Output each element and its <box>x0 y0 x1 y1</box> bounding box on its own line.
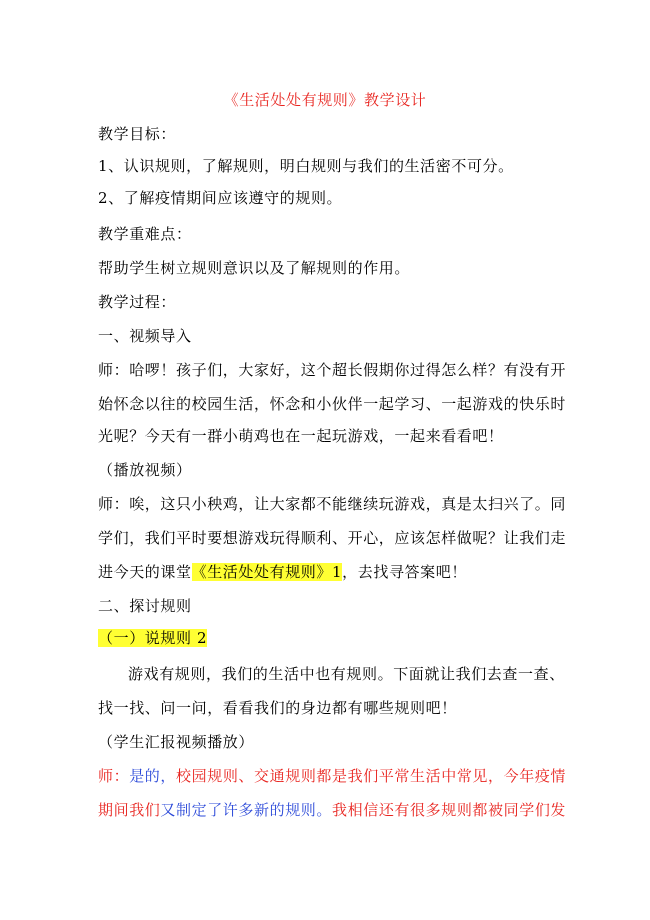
text-run-red: 校园规则、交通规则都是我们平常生活中常见，今年疫情 <box>176 767 567 785</box>
text-run-red: 期间我们 <box>98 801 161 819</box>
text-run-blue: 又制定了许多新的规则。 <box>160 801 333 819</box>
paragraph-line <box>98 766 567 786</box>
text-run-blue: 是的， <box>129 767 177 785</box>
key-heading: 教学重难点： <box>98 225 192 243</box>
paragraph-line <box>98 800 567 820</box>
paragraph-line: 学们，我们平时要想游戏玩得顺利、开心，应该怎样做呢？让我们走 <box>98 529 567 547</box>
paragraph-line: 师：哈啰！孩子们，大家好，这个超长假期你过得怎么样？有没有开 <box>98 361 567 379</box>
section-heading-2: 二、探讨规则 <box>98 597 192 615</box>
goal-1: 1、认识规则，了解规则，明白规则与我们的生活密不可分。 <box>98 157 514 175</box>
paragraph-line: 师：唉，这只小秧鸡，让大家都不能继续玩游戏，真是太扫兴了。同 <box>98 495 567 513</box>
text-run-red: 我相信还有很多规则都被同学们发 <box>332 801 567 819</box>
goal-2: 2、了解疫情期间应该遵守的规则。 <box>98 189 343 207</box>
student-video-note: （学生汇报视频播放） <box>98 733 255 751</box>
key-text: 帮助学生树立规则意识以及了解规则的作用。 <box>98 259 411 277</box>
document-title: 《生活处处有规则》教学设计 <box>223 91 427 109</box>
highlighted-lesson-title: 《生活处处有规则》1 <box>191 563 343 581</box>
text-run: 进今天的课堂 <box>98 563 192 581</box>
subsection-heading <box>98 628 558 648</box>
goals-heading: 教学目标： <box>98 125 177 143</box>
highlighted-subsection: （一）说规则 2 <box>98 629 208 647</box>
paragraph-line: 找一找、问一问，看看我们的身边都有哪些规则吧！ <box>98 699 457 717</box>
paragraph-line: 游戏有规则，我们的生活中也有规则。下面就让我们去查一查、 <box>128 665 565 683</box>
paragraph-line: 光呢？今天有一群小萌鸡也在一起玩游戏，一起来看看吧！ <box>98 427 504 445</box>
process-heading: 教学过程： <box>98 293 177 311</box>
text-run-red: 师： <box>98 767 130 785</box>
section-heading-1: 一、视频导入 <box>98 327 192 345</box>
play-video-note: （播放视频） <box>98 461 192 479</box>
paragraph-line <box>98 562 558 582</box>
text-run: ，去找寻答案吧！ <box>342 563 467 581</box>
paragraph-line: 始怀念以往的校园生活，怀念和小伙伴一起学习、一起游戏的快乐时 <box>98 395 567 413</box>
